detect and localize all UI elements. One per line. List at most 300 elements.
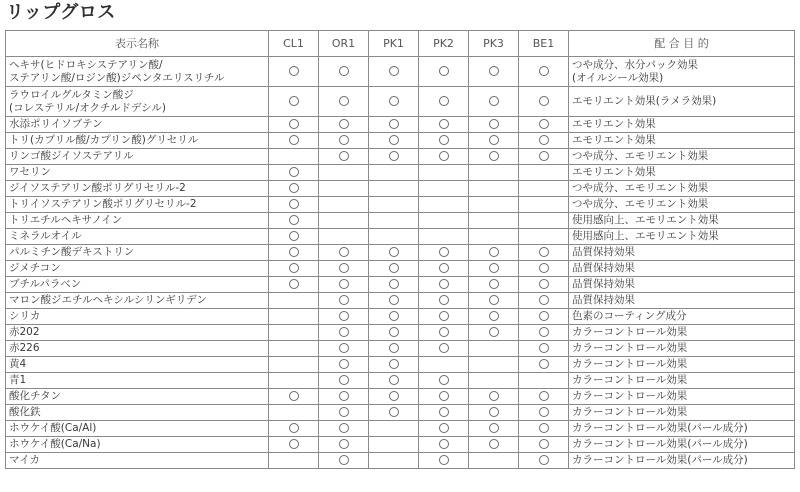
purpose-cell <box>569 87 795 117</box>
shade-cell-be1 <box>519 133 569 149</box>
purpose-line: エモリエント効果(ラメラ効果) <box>572 95 717 107</box>
shade-cell-pk1 <box>369 293 419 309</box>
shade-cell-pk2 <box>419 389 469 405</box>
ingredient-name-line: ヘキサ(ヒドロキシステアリン酸/ <box>9 58 163 71</box>
shade-cell-pk1 <box>369 421 419 437</box>
shade-cell-pk1 <box>369 57 419 87</box>
shade-cell-pk3 <box>469 293 519 309</box>
shade-cell-be1 <box>519 245 569 261</box>
shade-cell-pk1 <box>369 373 419 389</box>
circle-mark-icon <box>439 327 449 337</box>
table-row <box>6 149 795 165</box>
ingredient-name <box>6 117 269 133</box>
circle-mark-icon <box>539 135 549 145</box>
shade-cell-pk3 <box>469 373 519 389</box>
circle-mark-icon <box>439 455 449 465</box>
purpose-cell <box>569 57 795 87</box>
ingredient-name <box>6 453 269 469</box>
shade-cell-be1 <box>519 149 569 165</box>
circle-mark-icon <box>389 375 399 385</box>
circle-mark-icon <box>289 423 299 433</box>
ingredient-name-line: トリエチルヘキサノイン <box>9 214 123 226</box>
shade-cell-pk2 <box>419 197 469 213</box>
shade-cell-or1 <box>319 437 369 453</box>
purpose-line: 品質保持効果 <box>572 278 635 290</box>
shade-cell-or1 <box>319 213 369 229</box>
shade-cell-be1 <box>519 165 569 181</box>
purpose-cell <box>569 261 795 277</box>
table-row <box>6 405 795 421</box>
circle-mark-icon <box>539 263 549 273</box>
purpose-line: カラーコントロール効果(パール成分) <box>572 422 748 434</box>
circle-mark-icon <box>289 119 299 129</box>
shade-cell-pk2 <box>419 325 469 341</box>
table-row <box>6 181 795 197</box>
table-row <box>6 325 795 341</box>
purpose-line: エモリエント効果 <box>572 166 656 178</box>
circle-mark-icon <box>539 391 549 401</box>
purpose-cell <box>569 389 795 405</box>
shade-cell-or1 <box>319 277 369 293</box>
shade-cell-pk3 <box>469 277 519 293</box>
shade-cell-pk2 <box>419 57 469 87</box>
table-row <box>6 57 795 87</box>
circle-mark-icon <box>339 343 349 353</box>
table-row <box>6 453 795 469</box>
shade-cell-pk1 <box>369 165 419 181</box>
shade-cell-or1 <box>319 149 369 165</box>
shade-cell-be1 <box>519 325 569 341</box>
shade-cell-pk3 <box>469 341 519 357</box>
purpose-cell <box>569 277 795 293</box>
circle-mark-icon <box>339 455 349 465</box>
circle-mark-icon <box>339 151 349 161</box>
ingredient-name-line: マイカ <box>9 454 40 466</box>
ingredient-name <box>6 293 269 309</box>
header-shade: BE1 <box>519 31 569 57</box>
circle-mark-icon <box>539 407 549 417</box>
purpose-line: 色素のコーティング成分 <box>572 310 687 322</box>
ingredient-name-line: 青1 <box>9 374 27 386</box>
circle-mark-icon <box>289 167 299 177</box>
shade-cell-pk2 <box>419 261 469 277</box>
shade-cell-pk3 <box>469 181 519 197</box>
table-row <box>6 213 795 229</box>
circle-mark-icon <box>389 247 399 257</box>
purpose-cell <box>569 309 795 325</box>
shade-cell-be1 <box>519 293 569 309</box>
shade-cell-pk1 <box>369 389 419 405</box>
circle-mark-icon <box>339 96 349 106</box>
table-row <box>6 277 795 293</box>
table-header-row <box>6 31 795 57</box>
shade-cell-be1 <box>519 341 569 357</box>
shade-cell-pk3 <box>469 357 519 373</box>
shade-cell-pk1 <box>369 405 419 421</box>
shade-cell-pk1 <box>369 149 419 165</box>
circle-mark-icon <box>439 439 449 449</box>
shade-cell-pk2 <box>419 87 469 117</box>
circle-mark-icon <box>489 66 499 76</box>
shade-cell-be1 <box>519 437 569 453</box>
ingredient-name-line: 黄4 <box>9 358 27 370</box>
circle-mark-icon <box>389 391 399 401</box>
shade-cell-be1 <box>519 373 569 389</box>
circle-mark-icon <box>289 391 299 401</box>
shade-cell-cl1 <box>269 437 319 453</box>
shade-cell-be1 <box>519 197 569 213</box>
shade-cell-pk2 <box>419 437 469 453</box>
shade-cell-pk2 <box>419 373 469 389</box>
purpose-line: カラーコントロール効果 <box>572 326 688 338</box>
shade-cell-pk2 <box>419 277 469 293</box>
circle-mark-icon <box>439 407 449 417</box>
circle-mark-icon <box>389 96 399 106</box>
ingredient-name <box>6 229 269 245</box>
shade-cell-cl1 <box>269 229 319 245</box>
shade-cell-pk3 <box>469 213 519 229</box>
shade-cell-pk3 <box>469 149 519 165</box>
shade-cell-cl1 <box>269 277 319 293</box>
shade-cell-be1 <box>519 421 569 437</box>
table-row <box>6 117 795 133</box>
shade-cell-cl1 <box>269 181 319 197</box>
shade-cell-pk2 <box>419 357 469 373</box>
shade-cell-pk3 <box>469 117 519 133</box>
shade-cell-pk2 <box>419 133 469 149</box>
shade-cell-pk1 <box>369 229 419 245</box>
ingredient-name-line: 水添ポリイソブテン <box>9 118 103 130</box>
shade-cell-be1 <box>519 261 569 277</box>
circle-mark-icon <box>389 407 399 417</box>
purpose-cell <box>569 293 795 309</box>
ingredient-name <box>6 213 269 229</box>
purpose-line: カラーコントロール効果 <box>572 406 688 418</box>
circle-mark-icon <box>489 279 499 289</box>
header-shade: PK2 <box>419 31 469 57</box>
shade-cell-or1 <box>319 197 369 213</box>
ingredient-name-line: ブチルパラベン <box>9 278 82 290</box>
purpose-line: つや成分、エモリエント効果 <box>572 198 709 210</box>
circle-mark-icon <box>539 455 549 465</box>
purpose-cell <box>569 213 795 229</box>
shade-cell-or1 <box>319 87 369 117</box>
circle-mark-icon <box>439 96 449 106</box>
shade-cell-pk1 <box>369 357 419 373</box>
ingredient-name-line: ホウケイ酸(Ca/Al) <box>9 422 97 434</box>
shade-cell-or1 <box>319 261 369 277</box>
table-row <box>6 197 795 213</box>
purpose-cell <box>569 421 795 437</box>
purpose-cell <box>569 341 795 357</box>
shade-cell-or1 <box>319 165 369 181</box>
shade-cell-pk3 <box>469 309 519 325</box>
purpose-cell <box>569 165 795 181</box>
circle-mark-icon <box>489 135 499 145</box>
table-row <box>6 421 795 437</box>
shade-cell-pk1 <box>369 197 419 213</box>
shade-cell-pk1 <box>369 87 419 117</box>
shade-cell-pk2 <box>419 453 469 469</box>
ingredient-name <box>6 325 269 341</box>
ingredient-name <box>6 341 269 357</box>
shade-cell-pk1 <box>369 437 419 453</box>
ingredient-name-line: ジイソステアリン酸ポリグリセリル-2 <box>9 182 186 194</box>
circle-mark-icon <box>389 119 399 129</box>
shade-cell-cl1 <box>269 245 319 261</box>
ingredient-name <box>6 309 269 325</box>
shade-cell-pk2 <box>419 245 469 261</box>
circle-mark-icon <box>489 327 499 337</box>
shade-cell-or1 <box>319 389 369 405</box>
ingredient-name-line: ホウケイ酸(Ca/Na) <box>9 438 101 450</box>
shade-cell-or1 <box>319 117 369 133</box>
shade-cell-be1 <box>519 117 569 133</box>
table-row <box>6 293 795 309</box>
circle-mark-icon <box>289 135 299 145</box>
shade-cell-or1 <box>319 405 369 421</box>
circle-mark-icon <box>389 66 399 76</box>
shade-cell-or1 <box>319 57 369 87</box>
shade-cell-be1 <box>519 357 569 373</box>
purpose-cell <box>569 325 795 341</box>
shade-cell-cl1 <box>269 293 319 309</box>
shade-cell-pk2 <box>419 165 469 181</box>
purpose-cell <box>569 245 795 261</box>
ingredient-name <box>6 149 269 165</box>
ingredient-name-line: 赤226 <box>9 342 40 354</box>
shade-cell-pk2 <box>419 309 469 325</box>
shade-cell-pk3 <box>469 389 519 405</box>
circle-mark-icon <box>489 423 499 433</box>
shade-cell-cl1 <box>269 261 319 277</box>
shade-cell-or1 <box>319 421 369 437</box>
ingredient-name-line: トリ(カプリル酸/カプリン酸)グリセリル <box>9 134 199 146</box>
circle-mark-icon <box>289 439 299 449</box>
shade-cell-pk1 <box>369 309 419 325</box>
shade-cell-pk2 <box>419 181 469 197</box>
shade-cell-cl1 <box>269 357 319 373</box>
table-row <box>6 229 795 245</box>
circle-mark-icon <box>389 135 399 145</box>
circle-mark-icon <box>539 359 549 369</box>
shade-cell-pk1 <box>369 325 419 341</box>
shade-cell-be1 <box>519 389 569 405</box>
ingredient-name-line: マロン酸ジエチルヘキシルシリンギリデン <box>9 294 207 306</box>
circle-mark-icon <box>289 183 299 193</box>
shade-cell-pk3 <box>469 421 519 437</box>
table-row <box>6 133 795 149</box>
shade-cell-pk3 <box>469 405 519 421</box>
shade-cell-pk3 <box>469 245 519 261</box>
shade-cell-cl1 <box>269 213 319 229</box>
shade-cell-or1 <box>319 309 369 325</box>
table-row <box>6 261 795 277</box>
shade-cell-pk1 <box>369 181 419 197</box>
page-title: リップグロス <box>6 2 116 23</box>
circle-mark-icon <box>289 199 299 209</box>
shade-cell-cl1 <box>269 389 319 405</box>
shade-cell-pk3 <box>469 437 519 453</box>
circle-mark-icon <box>389 343 399 353</box>
ingredient-name <box>6 261 269 277</box>
ingredient-name-line: ラウロイルグルタミン酸ジ <box>9 88 134 101</box>
shade-cell-cl1 <box>269 405 319 421</box>
circle-mark-icon <box>339 263 349 273</box>
purpose-cell <box>569 149 795 165</box>
circle-mark-icon <box>389 295 399 305</box>
shade-cell-be1 <box>519 405 569 421</box>
shade-cell-be1 <box>519 453 569 469</box>
shade-cell-or1 <box>319 373 369 389</box>
circle-mark-icon <box>539 343 549 353</box>
table-row <box>6 357 795 373</box>
circle-mark-icon <box>439 295 449 305</box>
circle-mark-icon <box>439 247 449 257</box>
circle-mark-icon <box>439 311 449 321</box>
shade-cell-pk1 <box>369 277 419 293</box>
shade-cell-pk3 <box>469 165 519 181</box>
circle-mark-icon <box>439 423 449 433</box>
shade-cell-pk2 <box>419 117 469 133</box>
ingredient-name-line: 酸化鉄 <box>9 406 41 418</box>
circle-mark-icon <box>289 231 299 241</box>
ingredient-name <box>6 245 269 261</box>
ingredient-name-line: ステアリン酸/ロジン酸)ジペンタエリスリチル <box>9 71 225 84</box>
purpose-cell <box>569 181 795 197</box>
circle-mark-icon <box>389 359 399 369</box>
circle-mark-icon <box>339 135 349 145</box>
shade-cell-cl1 <box>269 373 319 389</box>
circle-mark-icon <box>339 423 349 433</box>
shade-cell-or1 <box>319 325 369 341</box>
shade-cell-cl1 <box>269 453 319 469</box>
shade-cell-cl1 <box>269 117 319 133</box>
purpose-line: (オイルシール効果) <box>572 71 664 84</box>
circle-mark-icon <box>489 263 499 273</box>
circle-mark-icon <box>389 327 399 337</box>
ingredient-name <box>6 421 269 437</box>
shade-cell-pk2 <box>419 293 469 309</box>
purpose-line: 品質保持効果 <box>572 262 635 274</box>
ingredient-name <box>6 357 269 373</box>
circle-mark-icon <box>439 151 449 161</box>
purpose-cell <box>569 405 795 421</box>
purpose-cell <box>569 357 795 373</box>
circle-mark-icon <box>439 119 449 129</box>
circle-mark-icon <box>489 439 499 449</box>
circle-mark-icon <box>339 439 349 449</box>
circle-mark-icon <box>339 66 349 76</box>
circle-mark-icon <box>339 279 349 289</box>
circle-mark-icon <box>489 151 499 161</box>
circle-mark-icon <box>339 375 349 385</box>
shade-cell-be1 <box>519 277 569 293</box>
circle-mark-icon <box>339 359 349 369</box>
shade-cell-or1 <box>319 181 369 197</box>
circle-mark-icon <box>439 66 449 76</box>
circle-mark-icon <box>539 151 549 161</box>
header-shade: PK3 <box>469 31 519 57</box>
ingredient-name-line: パルミチン酸デキストリン <box>9 246 135 258</box>
circle-mark-icon <box>489 96 499 106</box>
circle-mark-icon <box>289 66 299 76</box>
table-row <box>6 165 795 181</box>
table-row <box>6 437 795 453</box>
circle-mark-icon <box>439 391 449 401</box>
purpose-line: つや成分、エモリエント効果 <box>572 150 709 162</box>
ingredient-name <box>6 277 269 293</box>
circle-mark-icon <box>389 151 399 161</box>
purpose-line: エモリエント効果 <box>572 134 656 146</box>
shade-cell-pk2 <box>419 405 469 421</box>
table-row <box>6 245 795 261</box>
table-row <box>6 87 795 117</box>
ingredient-name-line: (コレステリル/オクチルドデシル) <box>9 101 166 114</box>
circle-mark-icon <box>289 215 299 225</box>
ingredient-name-line: ミネラルオイル <box>9 230 82 242</box>
purpose-line: カラーコントロール効果 <box>572 390 688 402</box>
circle-mark-icon <box>539 439 549 449</box>
header-shade: CL1 <box>269 31 319 57</box>
shade-cell-be1 <box>519 57 569 87</box>
header-shade: PK1 <box>369 31 419 57</box>
shade-cell-pk1 <box>369 261 419 277</box>
shade-cell-cl1 <box>269 57 319 87</box>
circle-mark-icon <box>439 279 449 289</box>
circle-mark-icon <box>539 311 549 321</box>
purpose-line: エモリエント効果 <box>572 118 656 130</box>
shade-cell-be1 <box>519 229 569 245</box>
shade-cell-pk3 <box>469 87 519 117</box>
shade-cell-be1 <box>519 309 569 325</box>
purpose-line: カラーコントロール効果 <box>572 374 688 386</box>
ingredient-name <box>6 181 269 197</box>
ingredient-name <box>6 437 269 453</box>
shade-cell-be1 <box>519 87 569 117</box>
shade-cell-cl1 <box>269 165 319 181</box>
table-row <box>6 309 795 325</box>
shade-cell-or1 <box>319 453 369 469</box>
circle-mark-icon <box>539 119 549 129</box>
shade-cell-pk1 <box>369 453 419 469</box>
purpose-cell <box>569 117 795 133</box>
table-row <box>6 341 795 357</box>
circle-mark-icon <box>439 343 449 353</box>
circle-mark-icon <box>489 311 499 321</box>
ingredient-name <box>6 389 269 405</box>
ingredient-name <box>6 373 269 389</box>
circle-mark-icon <box>539 66 549 76</box>
shade-cell-pk2 <box>419 341 469 357</box>
purpose-cell <box>569 453 795 469</box>
purpose-line: カラーコントロール効果(パール成分) <box>572 438 748 450</box>
shade-cell-cl1 <box>269 421 319 437</box>
circle-mark-icon <box>489 391 499 401</box>
shade-cell-pk2 <box>419 149 469 165</box>
ingredient-name-line: 酸化チタン <box>9 390 61 402</box>
circle-mark-icon <box>339 247 349 257</box>
header-name: 表示名称 <box>6 31 269 57</box>
purpose-cell <box>569 197 795 213</box>
purpose-line: 品質保持効果 <box>572 294 635 306</box>
circle-mark-icon <box>539 295 549 305</box>
circle-mark-icon <box>439 375 449 385</box>
shade-cell-pk3 <box>469 453 519 469</box>
shade-cell-pk3 <box>469 261 519 277</box>
ingredient-name-line: ワセリン <box>9 166 51 178</box>
ingredient-name <box>6 57 269 87</box>
